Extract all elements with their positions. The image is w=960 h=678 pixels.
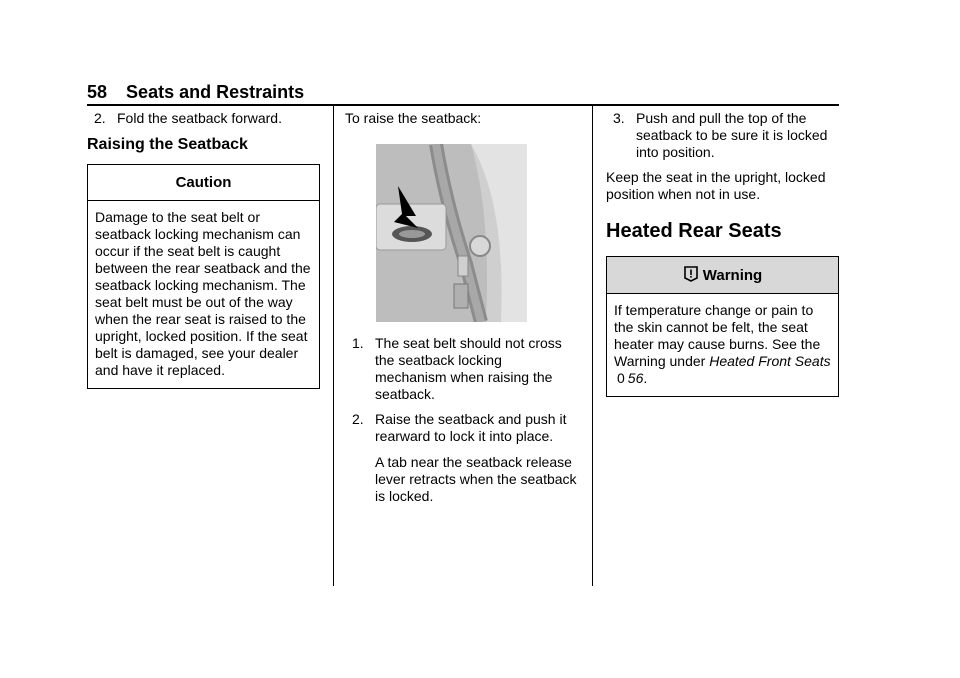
header-rule [87, 104, 839, 106]
step-text: The seat belt should not cross the seatback locking mechanism when raising the seatback. [375, 335, 562, 402]
caution-title: Caution [88, 165, 319, 201]
step-text: Raise the seatback and push it rearward to lock it into place. [375, 411, 567, 444]
page-ref-number[interactable]: 56 [627, 370, 644, 386]
column-divider-right [592, 106, 593, 586]
column-2 [345, 110, 577, 505]
heated-rear-seats-heading: Heated Rear Seats [606, 220, 782, 242]
step-2-fold [87, 110, 320, 127]
raise-steps [345, 335, 577, 505]
warning-text [614, 302, 831, 387]
column-1 [87, 110, 320, 389]
page-number: 58 [87, 82, 108, 102]
column-3 [606, 110, 839, 397]
upright-paragraph: Keep the seat in the upright, locked position when not in use. [606, 169, 826, 202]
caution-text: Damage to the seat belt or seatback locking mechanism can occur if the seat belt is caught between the rear seatback and the seatback locking mechanism. The seat belt must be out of the way when the rear seat is raised to the upright, locked position. If the seat belt is damaged, see your dealer and have it replaced. [95, 209, 311, 378]
warning-body [607, 294, 838, 396]
seatback-tab-note [345, 454, 577, 505]
section-title: Seats and Restraints [126, 82, 305, 102]
caution-body [88, 201, 319, 388]
warning-body-text: If temperature change or pain to the skin cannot be felt, the seat heater may cause burns. See the Warning under [614, 302, 821, 369]
step-number: 2. [94, 110, 106, 126]
step-1-belt [345, 335, 577, 403]
step-text: Push and pull the top of the seatback to be sure it is locked into position. [636, 110, 828, 160]
note-text: A tab near the seatback release lever retracts when the seatback is locked. [375, 454, 577, 504]
step-number: 1. [352, 335, 364, 351]
step-3-push-pull [606, 110, 839, 161]
heated-front-seats-link[interactable]: Heated Front Seats [709, 353, 831, 369]
caution-box [87, 164, 320, 389]
step-text: Fold the seatback forward. [117, 110, 282, 126]
warning-icon [683, 266, 699, 282]
step-number: 2. [352, 411, 364, 427]
step-2-raise [345, 411, 577, 445]
period: . [643, 370, 648, 386]
intro-text: To raise the seatback: [345, 110, 482, 126]
seatback-latch-image [376, 144, 527, 322]
raising-seatback-heading: Raising the Seatback [87, 136, 248, 153]
warning-title: Warning [702, 267, 763, 284]
page-ref-arrow: 0 [617, 370, 625, 386]
warning-box [606, 256, 839, 397]
step-number: 3. [613, 110, 625, 126]
warning-title-bar [607, 257, 838, 294]
column-divider-left [333, 106, 334, 586]
seatback-illustration [376, 144, 527, 322]
page-header [87, 82, 304, 103]
